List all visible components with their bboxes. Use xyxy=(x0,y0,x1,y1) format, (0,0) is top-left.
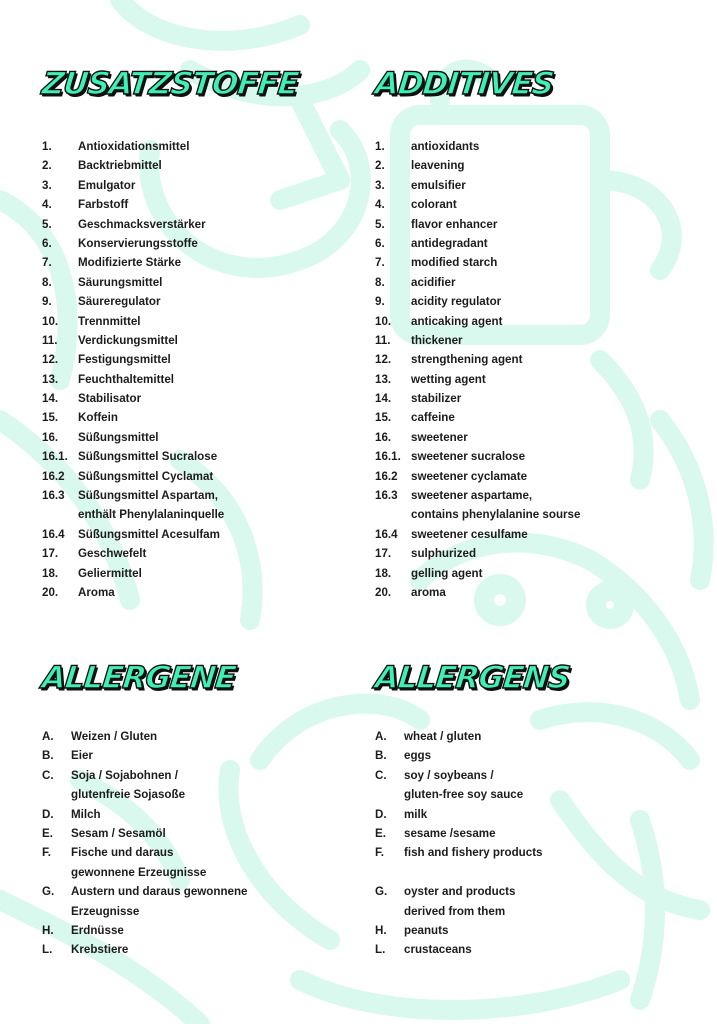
item-number: 8. xyxy=(375,275,385,289)
item-label: crustaceans xyxy=(404,943,472,957)
list-item xyxy=(375,727,705,746)
list-item xyxy=(42,824,342,843)
item-label: anticaking agent xyxy=(411,314,503,328)
list-item-continuation xyxy=(375,902,705,921)
list-item xyxy=(375,312,705,331)
item-number xyxy=(375,902,404,921)
item-number: 2. xyxy=(42,159,52,173)
item-number xyxy=(42,785,71,804)
item-number: 15. xyxy=(375,411,392,425)
item-label: Stabilisator xyxy=(78,392,142,406)
item-label: sulphurized xyxy=(411,547,477,561)
item-number: 9. xyxy=(42,295,52,309)
item-label: thickener xyxy=(411,333,463,347)
item-number: 9. xyxy=(375,295,385,309)
list-item xyxy=(375,156,705,175)
item-number: 16.3 xyxy=(375,489,398,503)
list-item xyxy=(42,253,342,272)
list-item xyxy=(375,882,705,901)
list-item xyxy=(42,746,342,765)
item-label: Eier xyxy=(71,749,93,763)
list-item xyxy=(375,486,705,505)
item-label: Weizen / Gluten xyxy=(71,730,158,743)
item-label: Koffein xyxy=(78,411,118,425)
list-item-continuation xyxy=(375,505,705,524)
item-label: Milch xyxy=(71,807,101,821)
item-label: Farbstoff xyxy=(78,198,129,212)
item-number: 12. xyxy=(375,353,392,367)
item-label: Aroma xyxy=(78,585,115,599)
item-number: H. xyxy=(42,923,54,937)
item-label: leavening xyxy=(411,159,465,173)
item-label: sweetener sucralose xyxy=(411,450,526,464)
item-number: 5. xyxy=(375,217,385,231)
item-number: 7. xyxy=(42,256,52,270)
item-number: 16.1. xyxy=(375,450,401,464)
list-item xyxy=(375,215,705,234)
list-item xyxy=(375,195,705,214)
list-item-continuation xyxy=(42,902,342,921)
list-item-continuation xyxy=(42,863,342,882)
list-item xyxy=(42,486,342,505)
list-item xyxy=(42,176,342,195)
item-number: 5. xyxy=(42,217,52,231)
item-number: 3. xyxy=(42,178,52,192)
item-number: 16. xyxy=(42,430,59,444)
list-item xyxy=(375,447,705,466)
item-number: G. xyxy=(42,885,55,899)
item-number: H. xyxy=(375,923,387,937)
item-label: modified starch xyxy=(411,256,498,270)
additives-de-heading: ZUSATZSTOFFE xyxy=(40,66,300,102)
item-label: Säureregulator xyxy=(78,295,161,309)
item-number: C. xyxy=(42,768,54,782)
list-item xyxy=(42,544,342,563)
list-item xyxy=(375,331,705,350)
list-item xyxy=(375,292,705,311)
list-item xyxy=(42,940,342,959)
item-number: 16.4 xyxy=(42,527,65,541)
list-item xyxy=(42,292,342,311)
item-number xyxy=(375,785,404,804)
item-number: 11. xyxy=(375,333,391,347)
list-item xyxy=(42,564,342,583)
item-number: B. xyxy=(375,749,387,763)
item-number: 13. xyxy=(42,372,59,386)
allergens-de-list xyxy=(42,727,342,960)
item-label: sweetener cesulfame xyxy=(411,527,528,541)
item-number xyxy=(375,863,404,882)
item-label: sesame /sesame xyxy=(404,826,496,840)
list-item xyxy=(42,331,342,350)
item-label: Süßungsmittel Aspartam, xyxy=(78,489,219,503)
list-item xyxy=(375,564,705,583)
item-number: 16.4 xyxy=(375,527,398,541)
item-number: 15. xyxy=(42,411,59,425)
allergens-en-list xyxy=(375,727,705,960)
item-label: Geschmacksverstärker xyxy=(78,217,206,231)
list-item xyxy=(375,843,705,862)
list-item xyxy=(375,940,705,959)
list-item xyxy=(42,428,342,447)
list-item xyxy=(42,195,342,214)
list-item xyxy=(375,544,705,563)
item-label: oyster and products xyxy=(404,885,516,899)
item-label: fish and fishery products xyxy=(404,846,543,860)
item-label: strengthening agent xyxy=(411,353,523,367)
item-label: Modifizierte Stärke xyxy=(78,256,182,270)
item-label: Süßungsmittel xyxy=(78,430,159,444)
list-item xyxy=(375,824,705,843)
item-number: E. xyxy=(375,826,386,840)
item-label: Feuchthaltemittel xyxy=(78,372,174,386)
item-number: 6. xyxy=(375,236,385,250)
list-item-continuation xyxy=(375,785,705,804)
item-label: antioxidants xyxy=(411,140,480,153)
list-item xyxy=(375,253,705,272)
item-label: Fische und daraus xyxy=(71,846,174,860)
item-number: 12. xyxy=(42,353,59,367)
list-item xyxy=(375,234,705,253)
list-item xyxy=(375,370,705,389)
item-label: Erdnüsse xyxy=(71,923,124,937)
item-label: contains phenylalanine sourse xyxy=(411,508,581,522)
list-item xyxy=(42,583,342,602)
item-number: D. xyxy=(42,807,54,821)
item-label: Krebstiere xyxy=(71,943,129,957)
item-number xyxy=(375,505,411,524)
item-number: 3. xyxy=(375,178,385,192)
item-label: Sesam / Sesamöl xyxy=(71,826,166,840)
item-number: L. xyxy=(42,943,53,957)
item-number: 13. xyxy=(375,372,392,386)
item-label: wheat / gluten xyxy=(404,730,482,743)
allergens-de-heading: ALLERGENE xyxy=(40,660,238,696)
item-number: 10. xyxy=(375,314,392,328)
item-number: 10. xyxy=(42,314,59,328)
list-item xyxy=(42,447,342,466)
item-label: derived from them xyxy=(404,904,506,918)
item-number: 14. xyxy=(42,392,59,406)
item-number: 20. xyxy=(375,585,392,599)
list-item xyxy=(375,467,705,486)
item-label: sweetener cyclamate xyxy=(411,469,528,483)
item-number: C. xyxy=(375,768,387,782)
item-label: gluten-free soy sauce xyxy=(404,788,524,802)
item-number: A. xyxy=(42,730,54,743)
list-item xyxy=(375,525,705,544)
item-number: 4. xyxy=(42,198,52,212)
list-item xyxy=(42,350,342,369)
item-number xyxy=(42,863,71,882)
item-label: eggs xyxy=(404,749,432,763)
list-item xyxy=(42,312,342,331)
item-number: 16.2 xyxy=(42,469,65,483)
list-item xyxy=(375,428,705,447)
item-number: 18. xyxy=(42,566,59,580)
list-item xyxy=(42,273,342,292)
item-number: 1. xyxy=(42,140,52,153)
item-label: emulsifier xyxy=(411,178,466,192)
list-item xyxy=(375,921,705,940)
list-item xyxy=(42,882,342,901)
item-label: acidifier xyxy=(411,275,456,289)
item-number: 16.3 xyxy=(42,489,65,503)
list-item xyxy=(42,215,342,234)
item-number: 11. xyxy=(42,333,58,347)
item-number: A. xyxy=(375,730,387,743)
list-item xyxy=(42,370,342,389)
item-label: Konservierungsstoffe xyxy=(78,236,198,250)
item-label: Festigungsmittel xyxy=(78,353,171,367)
list-item xyxy=(375,766,705,785)
item-number: 16.1. xyxy=(42,450,68,464)
list-item xyxy=(375,350,705,369)
item-number: 7. xyxy=(375,256,385,270)
item-number: 16.2 xyxy=(375,469,398,483)
list-item xyxy=(375,176,705,195)
item-number: F. xyxy=(375,846,385,860)
item-label: sweetener aspartame, xyxy=(411,489,533,503)
item-number: 2. xyxy=(375,159,385,173)
list-item xyxy=(375,389,705,408)
item-number xyxy=(42,505,78,524)
additives-de-list xyxy=(42,137,342,602)
item-label: stabilizer xyxy=(411,392,462,406)
item-label: caffeine xyxy=(411,411,455,425)
item-label: Trennmittel xyxy=(78,314,141,328)
item-label: flavor enhancer xyxy=(411,217,498,231)
item-label: gelling agent xyxy=(411,566,483,580)
item-label: Säurungsmittel xyxy=(78,275,163,289)
item-label: wetting agent xyxy=(411,372,486,386)
item-number: 14. xyxy=(375,392,392,406)
item-label: antidegradant xyxy=(411,236,488,250)
list-item-continuation xyxy=(42,505,342,524)
item-number: B. xyxy=(42,749,54,763)
item-label: Soja / Sojabohnen / xyxy=(71,768,178,782)
list-item xyxy=(42,843,342,862)
item-label: peanuts xyxy=(404,923,449,937)
item-label: milk xyxy=(404,807,428,821)
item-label: Emulgator xyxy=(78,178,136,192)
item-number: 17. xyxy=(42,547,59,561)
list-item xyxy=(375,583,705,602)
item-label: Erzeugnisse xyxy=(71,904,140,918)
item-label: glutenfreie Sojasoße xyxy=(71,788,186,802)
item-number: F. xyxy=(42,846,52,860)
item-label: Geschwefelt xyxy=(78,547,147,561)
item-label: Austern und daraus gewonnene xyxy=(71,885,248,899)
list-item xyxy=(42,467,342,486)
list-item xyxy=(42,727,342,746)
list-item xyxy=(42,389,342,408)
item-number: L. xyxy=(375,943,386,957)
list-item xyxy=(42,408,342,427)
item-label: enthält Phenylalaninquelle xyxy=(78,508,225,522)
item-label: gewonnene Erzeugnisse xyxy=(71,865,207,879)
additives-en-list xyxy=(375,137,705,602)
additives-en-heading: ADDITIVES xyxy=(373,66,556,102)
list-item xyxy=(42,525,342,544)
item-number: E. xyxy=(42,826,53,840)
item-number: 1. xyxy=(375,140,385,153)
item-label: Süßungsmittel Acesulfam xyxy=(78,527,220,541)
item-number: 16. xyxy=(375,430,392,444)
list-item xyxy=(375,273,705,292)
item-label: Süßungsmittel Cyclamat xyxy=(78,469,214,483)
item-label: soy / soybeans / xyxy=(404,768,494,782)
item-label: aroma xyxy=(411,585,446,599)
item-number xyxy=(42,902,71,921)
list-item xyxy=(42,805,342,824)
item-label: Antioxidationsmittel xyxy=(78,140,190,153)
list-item xyxy=(42,137,342,156)
list-item-continuation xyxy=(42,785,342,804)
item-number: 4. xyxy=(375,198,385,212)
list-item xyxy=(42,156,342,175)
list-item xyxy=(42,921,342,940)
list-item xyxy=(375,805,705,824)
list-item-continuation xyxy=(375,863,705,882)
item-label xyxy=(404,863,705,882)
list-item xyxy=(375,746,705,765)
item-number: G. xyxy=(375,885,388,899)
allergens-en-heading: ALLERGENS xyxy=(373,660,572,696)
item-number: 17. xyxy=(375,547,392,561)
item-number: 18. xyxy=(375,566,392,580)
item-label: colorant xyxy=(411,198,457,212)
item-label: Verdickungsmittel xyxy=(78,333,178,347)
item-label: Süßungsmittel Sucralose xyxy=(78,450,218,464)
item-number: D. xyxy=(375,807,387,821)
list-item xyxy=(375,408,705,427)
item-label: acidity regulator xyxy=(411,295,502,309)
item-number: 6. xyxy=(42,236,52,250)
list-item xyxy=(42,234,342,253)
list-item xyxy=(42,766,342,785)
item-number: 20. xyxy=(42,585,59,599)
item-label: sweetener xyxy=(411,430,468,444)
list-item xyxy=(375,137,705,156)
item-number: 8. xyxy=(42,275,52,289)
item-label: Backtriebmittel xyxy=(78,159,162,173)
item-label: Geliermittel xyxy=(78,566,142,580)
